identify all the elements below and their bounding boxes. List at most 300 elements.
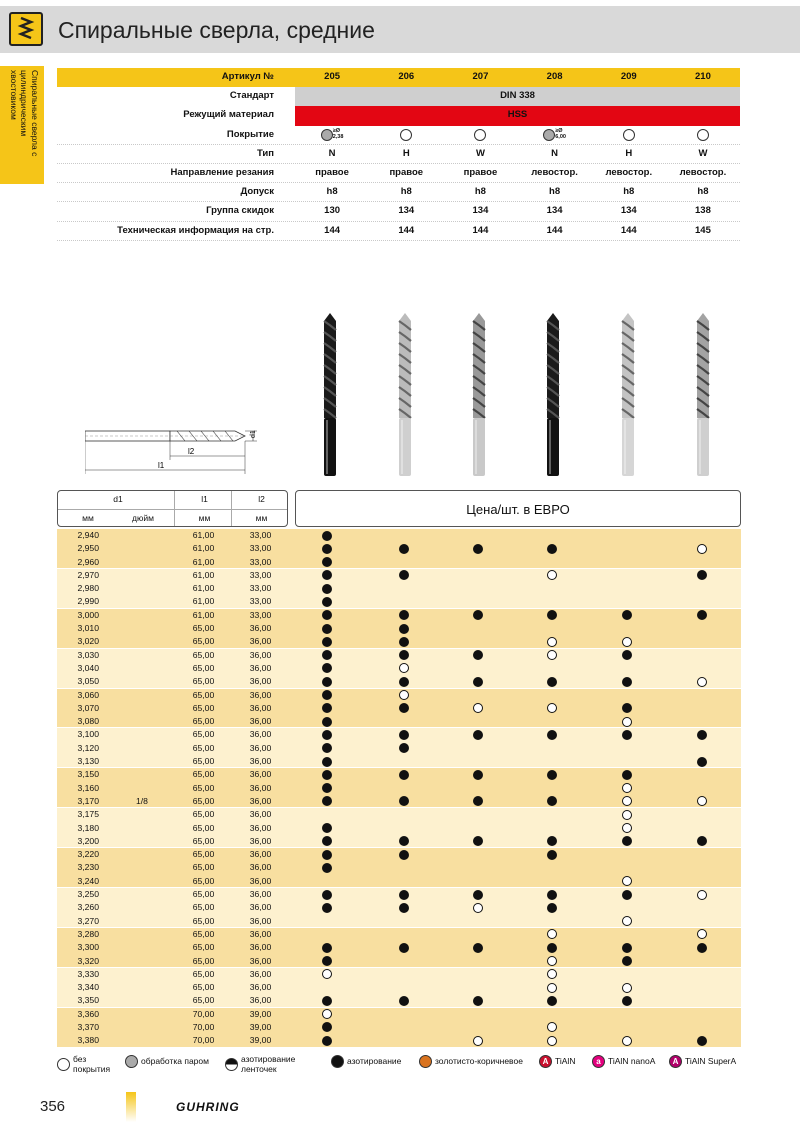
spec-label: Допуск — [240, 186, 274, 198]
legend-label: TiAlN — [555, 1055, 576, 1066]
cell-l2: 33,00 — [249, 530, 272, 540]
available-dot — [322, 956, 332, 966]
table-row — [57, 556, 741, 569]
on-request-dot — [697, 544, 707, 554]
cell-d1: 2,980 — [77, 583, 99, 594]
cell-d1: 2,950 — [77, 543, 99, 554]
article-number: 206 — [398, 71, 415, 82]
cell-l1: 65,00 — [192, 915, 215, 926]
header-mm: мм — [198, 513, 211, 523]
footer-accent-bar — [126, 1092, 136, 1122]
available-dot — [322, 610, 332, 620]
table-row — [57, 595, 741, 608]
table-row — [57, 848, 741, 861]
sizes-table — [57, 490, 741, 1046]
cell-d1: 3,280 — [77, 928, 99, 939]
available-dot — [322, 783, 332, 793]
techinfo-page: 144 — [472, 224, 489, 236]
available-dot — [322, 770, 332, 780]
table-row — [57, 808, 741, 821]
table-row — [57, 662, 741, 675]
gold-brown-icon — [419, 1055, 432, 1068]
drill-image — [398, 313, 412, 478]
section-tab-label: Спиральные сверла с цилиндрическим хвостовиком — [9, 70, 40, 157]
on-request-dot — [622, 717, 632, 727]
cell-d1: 3,230 — [77, 862, 99, 873]
available-dot — [473, 996, 483, 1006]
drill-image — [621, 313, 635, 478]
on-request-dot — [547, 703, 557, 713]
table-row — [57, 955, 741, 968]
table-row — [57, 529, 741, 542]
cell-l1: 65,00 — [192, 623, 215, 634]
on-request-dot — [547, 969, 557, 979]
table-row — [57, 582, 741, 595]
drill-icon — [9, 12, 43, 46]
discount-value: 138 — [695, 205, 711, 217]
cell-d1: 3,330 — [77, 968, 99, 979]
spec-table — [57, 68, 740, 241]
legend-item — [225, 1055, 295, 1074]
spec-label: Артикул № — [221, 71, 274, 82]
cell-l2: 36,00 — [249, 756, 272, 767]
cell-l1: 65,00 — [192, 849, 215, 860]
cell-d1: 2,970 — [77, 569, 99, 580]
table-row — [57, 755, 741, 768]
legend-label: TiAlN SuperA — [685, 1055, 737, 1066]
available-dot — [547, 730, 557, 740]
on-request-dot — [547, 956, 557, 966]
available-dot — [622, 703, 632, 713]
discount-value: 134 — [620, 205, 637, 217]
coating-value — [443, 126, 517, 144]
spec-label: Стандарт — [229, 90, 274, 102]
coating-value — [592, 126, 666, 144]
cell-l2: 39,00 — [249, 1021, 272, 1032]
available-dot — [322, 757, 332, 767]
cell-d1: 3,300 — [77, 942, 99, 953]
available-dot — [322, 637, 332, 647]
available-dot — [697, 943, 707, 953]
available-dot — [322, 836, 332, 846]
legend-label: TiAlN nanoA — [608, 1055, 656, 1066]
steam-treated-icon — [543, 129, 555, 141]
on-request-dot — [622, 810, 632, 820]
cell-l2: 36,00 — [249, 809, 272, 820]
on-request-dot — [399, 690, 409, 700]
table-row — [57, 622, 741, 635]
cell-d1: 3,200 — [77, 835, 99, 846]
available-dot — [473, 890, 483, 900]
uncoated-icon — [400, 129, 412, 141]
cell-l2: 36,00 — [249, 662, 272, 673]
on-request-dot — [622, 783, 632, 793]
cell-l2: 36,00 — [249, 942, 272, 953]
cell-l2: 36,00 — [249, 862, 272, 873]
article-number: 205 — [324, 71, 341, 82]
on-request-dot — [622, 1036, 632, 1046]
available-dot — [322, 863, 332, 873]
legend-label: азотирование ленточек — [241, 1054, 296, 1074]
discount-value: 134 — [398, 205, 415, 217]
on-request-dot — [622, 823, 632, 833]
cell-l2: 33,00 — [249, 583, 272, 594]
available-dot — [473, 943, 483, 953]
d1-label: d1 — [250, 430, 257, 438]
cell-l1: 70,00 — [192, 1035, 215, 1046]
cell-l2: 36,00 — [249, 795, 272, 806]
standard-value: DIN 338 — [295, 87, 740, 106]
techinfo-page: 144 — [324, 224, 341, 236]
on-request-dot — [547, 570, 557, 580]
available-dot — [697, 610, 707, 620]
cell-d1: 3,320 — [77, 955, 99, 966]
spec-row-standard — [57, 87, 740, 106]
type-value: H — [402, 147, 410, 159]
tialn-icon: A — [539, 1055, 552, 1068]
available-dot — [473, 770, 483, 780]
available-dot — [399, 770, 409, 780]
table-row — [57, 542, 741, 555]
cell-l2: 39,00 — [249, 1035, 272, 1046]
cell-d1: 3,100 — [77, 729, 99, 740]
available-dot — [399, 624, 409, 634]
cell-d1: 3,020 — [77, 636, 99, 647]
on-request-dot — [473, 1036, 483, 1046]
spec-label: Направление резания — [170, 166, 274, 178]
table-row — [57, 649, 741, 662]
cell-l2: 36,00 — [249, 729, 272, 740]
available-dot — [399, 677, 409, 687]
legend-label: золотисто-коричневое — [435, 1055, 523, 1066]
available-dot — [322, 743, 332, 753]
cell-l2: 33,00 — [249, 609, 272, 620]
cell-l1: 65,00 — [192, 649, 215, 660]
available-dot — [622, 770, 632, 780]
tolerance-value: h8 — [400, 186, 412, 198]
cell-l2: 36,00 — [249, 769, 272, 780]
cell-d1: 3,170 — [77, 795, 99, 806]
available-dot — [322, 850, 332, 860]
cell-l1: 65,00 — [192, 995, 215, 1006]
type-value: W — [475, 147, 485, 159]
cell-d1: 3,050 — [77, 676, 99, 687]
price-header: Цена/шт. в ЕВРО — [295, 490, 741, 527]
cell-l1: 65,00 — [192, 875, 215, 886]
cell-d1: 3,120 — [77, 742, 99, 753]
cell-d1: 2,990 — [77, 596, 99, 607]
cell-d1: 3,340 — [77, 982, 99, 993]
spec-row-tolerance — [57, 183, 740, 202]
cell-l2: 36,00 — [249, 995, 272, 1006]
spec-row-material — [57, 106, 740, 125]
cell-l2: 36,00 — [249, 636, 272, 647]
cell-l2: 36,00 — [249, 982, 272, 993]
cell-l1: 65,00 — [192, 942, 215, 953]
cell-l1: 61,00 — [192, 569, 215, 580]
available-dot — [322, 903, 332, 913]
cell-l2: 36,00 — [249, 623, 272, 634]
available-dot — [322, 823, 332, 833]
table-row — [57, 702, 741, 715]
on-request-dot — [322, 1009, 332, 1019]
cell-l1: 61,00 — [192, 543, 215, 554]
cell-l2: 36,00 — [249, 742, 272, 753]
techinfo-page: 144 — [620, 224, 637, 236]
steam-treated-icon — [125, 1055, 138, 1068]
table-header — [57, 490, 741, 527]
table-row — [57, 715, 741, 728]
on-request-dot — [697, 796, 707, 806]
legend-item — [331, 1055, 401, 1068]
available-dot — [399, 650, 409, 660]
available-dot — [622, 943, 632, 953]
article-number: 210 — [695, 71, 711, 82]
table-row — [57, 968, 741, 981]
coating-note: ≥Ø 6,00 — [555, 128, 566, 140]
available-dot — [697, 730, 707, 740]
direction-value: правое — [315, 166, 349, 178]
available-dot — [399, 743, 409, 753]
table-row — [57, 795, 741, 808]
table-row — [57, 569, 741, 582]
spec-row-direction — [57, 164, 740, 183]
cell-l2: 36,00 — [249, 702, 272, 713]
available-dot — [473, 677, 483, 687]
tolerance-value: h8 — [474, 186, 486, 198]
uncoated-icon — [623, 129, 635, 141]
techinfo-page: 144 — [546, 224, 563, 236]
on-request-dot — [547, 929, 557, 939]
cell-d1: 3,270 — [77, 915, 99, 926]
page-number: 356 — [40, 1098, 66, 1115]
cell-l2: 36,00 — [249, 849, 272, 860]
available-dot — [622, 996, 632, 1006]
coating-legend — [57, 1055, 747, 1077]
available-dot — [322, 531, 332, 541]
cell-l1: 61,00 — [192, 556, 215, 567]
brand-logo: GUHRING — [176, 1100, 240, 1114]
cell-l1: 65,00 — [192, 729, 215, 740]
available-dot — [473, 650, 483, 660]
cell-d1: 3,080 — [77, 716, 99, 727]
available-dot — [399, 836, 409, 846]
table-row — [57, 928, 741, 941]
cell-l2: 36,00 — [249, 902, 272, 913]
discount-value: 130 — [324, 205, 341, 217]
available-dot — [322, 544, 332, 554]
l2-label: l2 — [188, 447, 195, 456]
article-number: 209 — [620, 71, 637, 82]
cell-l2: 33,00 — [249, 556, 272, 567]
on-request-dot — [697, 929, 707, 939]
cell-l2: 36,00 — [249, 782, 272, 793]
direction-value: левостор. — [531, 166, 578, 178]
available-dot — [399, 570, 409, 580]
techinfo-page: 145 — [695, 224, 711, 236]
cell-l1: 65,00 — [192, 889, 215, 900]
cell-l1: 65,00 — [192, 636, 215, 647]
available-dot — [547, 836, 557, 846]
table-row — [57, 981, 741, 994]
available-dot — [547, 677, 557, 687]
table-row — [57, 635, 741, 648]
cell-l2: 33,00 — [249, 596, 272, 607]
cell-l1: 65,00 — [192, 662, 215, 673]
uncoated-icon — [697, 129, 709, 141]
available-dot — [322, 570, 332, 580]
on-request-dot — [547, 983, 557, 993]
coating-value — [666, 126, 740, 144]
on-request-dot — [622, 916, 632, 926]
cell-l1: 70,00 — [192, 1021, 215, 1032]
header-l2: l2 — [258, 494, 265, 504]
cell-l2: 36,00 — [249, 875, 272, 886]
drill-image — [472, 313, 486, 478]
available-dot — [473, 796, 483, 806]
cell-l1: 61,00 — [192, 583, 215, 594]
on-request-dot — [622, 983, 632, 993]
cell-d1: 3,180 — [77, 822, 99, 833]
cell-l1: 61,00 — [192, 530, 215, 540]
direction-value: правое — [463, 166, 498, 178]
available-dot — [322, 597, 332, 607]
available-dot — [322, 796, 332, 806]
cell-l1: 70,00 — [192, 1008, 215, 1019]
table-row — [57, 782, 741, 795]
table-row — [57, 835, 741, 848]
cell-l1: 65,00 — [192, 782, 215, 793]
on-request-dot — [547, 650, 557, 660]
drill-outline — [85, 431, 245, 441]
cell-l1: 61,00 — [192, 609, 215, 620]
cell-l2: 36,00 — [249, 968, 272, 979]
table-row — [57, 609, 741, 622]
available-dot — [322, 943, 332, 953]
available-dot — [322, 996, 332, 1006]
available-dot — [547, 770, 557, 780]
table-row — [57, 1034, 741, 1047]
legend-label: без покрытия — [73, 1054, 111, 1074]
tolerance-value: h8 — [697, 186, 709, 198]
cell-inch: 1/8 — [136, 795, 148, 806]
land-nitrided-icon — [225, 1058, 238, 1071]
available-dot — [547, 796, 557, 806]
discount-value: 134 — [546, 205, 563, 217]
cell-l2: 36,00 — [249, 835, 272, 846]
on-request-dot — [547, 637, 557, 647]
cell-l1: 61,00 — [192, 596, 215, 607]
cell-l1: 65,00 — [192, 756, 215, 767]
cell-l2: 36,00 — [249, 822, 272, 833]
available-dot — [622, 610, 632, 620]
available-dot — [622, 730, 632, 740]
cell-d1: 3,260 — [77, 902, 99, 913]
cell-l1: 65,00 — [192, 835, 215, 846]
cell-l2: 36,00 — [249, 649, 272, 660]
available-dot — [622, 890, 632, 900]
tolerance-value: h8 — [623, 186, 635, 198]
cell-d1: 3,370 — [77, 1021, 99, 1032]
legend-item — [125, 1055, 209, 1068]
tialn-nano-icon: a — [592, 1055, 605, 1068]
available-dot — [399, 544, 409, 554]
cell-l2: 36,00 — [249, 676, 272, 687]
spec-row-article — [57, 68, 740, 87]
table-row — [57, 822, 741, 835]
cell-d1: 2,960 — [77, 556, 99, 567]
available-dot — [322, 624, 332, 634]
available-dot — [322, 690, 332, 700]
cell-l1: 65,00 — [192, 955, 215, 966]
legend-item — [592, 1055, 655, 1068]
cell-d1: 3,040 — [77, 662, 99, 673]
table-row — [57, 915, 741, 928]
available-dot — [399, 703, 409, 713]
table-row — [57, 728, 741, 741]
available-dot — [547, 996, 557, 1006]
type-value: H — [625, 147, 633, 159]
cell-d1: 3,250 — [77, 889, 99, 900]
available-dot — [547, 850, 557, 860]
material-value: HSS — [295, 106, 740, 125]
discount-value: 134 — [472, 205, 489, 217]
spec-row-techinfo — [57, 222, 740, 241]
uncoated-icon — [474, 129, 486, 141]
table-row — [57, 901, 741, 914]
available-dot — [399, 903, 409, 913]
table-body — [57, 529, 741, 1048]
legend-item — [57, 1055, 110, 1074]
type-value: W — [698, 147, 708, 159]
cell-l1: 65,00 — [192, 822, 215, 833]
cell-l2: 36,00 — [249, 889, 272, 900]
direction-value: левостор. — [679, 166, 727, 178]
table-row — [57, 1008, 741, 1021]
cell-d1: 3,010 — [77, 623, 99, 634]
direction-value: левостор. — [605, 166, 653, 178]
cell-l2: 39,00 — [249, 1008, 272, 1019]
on-request-dot — [399, 663, 409, 673]
available-dot — [322, 717, 332, 727]
cell-l1: 65,00 — [192, 902, 215, 913]
on-request-dot — [473, 903, 483, 913]
table-row — [57, 888, 741, 901]
cell-l2: 36,00 — [249, 928, 272, 939]
techinfo-page: 144 — [398, 224, 415, 236]
table-row — [57, 1021, 741, 1034]
cell-l2: 36,00 — [249, 915, 272, 926]
legend-item — [539, 1055, 575, 1068]
cell-d1: 3,240 — [77, 875, 99, 886]
available-dot — [399, 996, 409, 1006]
cell-d1: 3,150 — [77, 769, 99, 780]
available-dot — [622, 677, 632, 687]
spec-label: Техническая информация на стр. — [117, 224, 274, 236]
drill-image — [546, 313, 560, 478]
drill-dimension-diagram — [85, 422, 260, 477]
cell-d1: 2,940 — [77, 530, 99, 540]
available-dot — [322, 584, 332, 594]
cell-l1: 65,00 — [192, 716, 215, 727]
cell-d1: 3,175 — [77, 809, 99, 820]
steam-treated-icon — [321, 129, 333, 141]
direction-value: правое — [389, 166, 424, 178]
available-dot — [322, 650, 332, 660]
coating-note: ≥Ø 2,38 — [332, 128, 344, 140]
available-dot — [622, 956, 632, 966]
available-dot — [473, 730, 483, 740]
